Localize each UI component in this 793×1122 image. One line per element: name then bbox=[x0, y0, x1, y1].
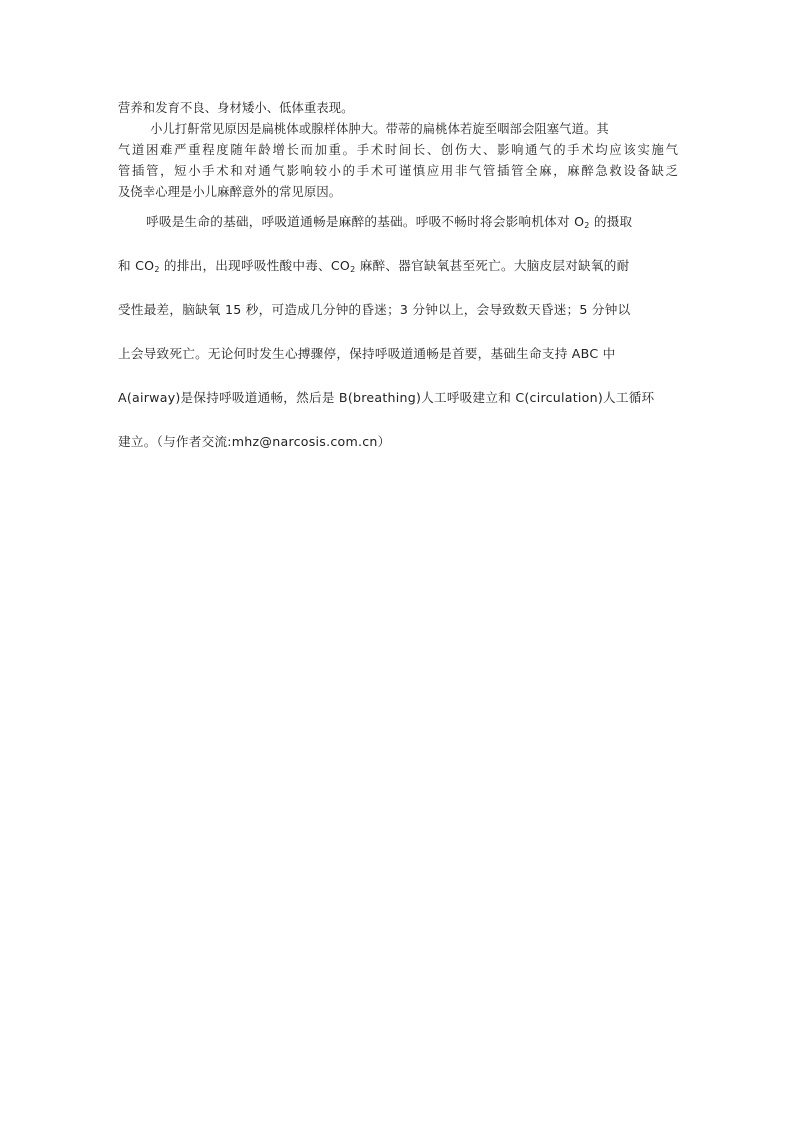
paragraph-2-line-2-tail: 麻醉、器官缺氧甚至死亡。大脑皮层对缺氧的耐 bbox=[355, 258, 630, 273]
paragraph-1-line-2: 小儿打鼾常见原因是扁桃体或腺样体肿大。带蒂的扁桃体若旋至咽部会阻塞气道。其 bbox=[118, 122, 609, 136]
paragraph-1-line-1: 营养和发育不良、身材矮小、低体重表现。 bbox=[118, 101, 354, 115]
paragraph-2-line-1-text: 呼吸是生命的基础，呼吸道通畅是麻醉的基础。呼吸不畅时将会影响机体对 O bbox=[146, 214, 585, 229]
paragraph-2-line-1-tail: 的摄取 bbox=[589, 214, 633, 229]
paragraph-1-line-4: 管插管，短小手术和对通气影响较小的手术可谨慎应用非气管插管全麻，麻醉急救设备缺乏 bbox=[118, 164, 678, 178]
subscript-2: 2 bbox=[350, 265, 356, 274]
paragraph-1-line-5: 及侥幸心理是小儿麻醉意外的常见原因。 bbox=[118, 185, 342, 199]
paragraph-2-line-6: 建立。（与作者交流:mhz@narcosis.com.cn） bbox=[118, 434, 391, 449]
paragraph-2-line-2 bbox=[118, 256, 678, 276]
subscript-2: 2 bbox=[154, 265, 160, 274]
paragraph-2-line-3: 受性最差，脑缺氧 15 秒，可造成几分钟的昏迷；3 分钟以上，会导致数天昏迷；5 分钟以 bbox=[118, 302, 631, 317]
paragraph-2-line-4: 上会导致死亡。无论何时发生心搏骤停，保持呼吸道通畅是首要，基础生命支持 ABC 中 bbox=[118, 346, 616, 361]
paragraph-2-line-1 bbox=[146, 212, 678, 232]
subscript-2: 2 bbox=[584, 221, 590, 230]
paragraph-2-line-2-text: 和 CO bbox=[118, 258, 155, 273]
paragraph-1-line-3: 气道困难严重程度随年龄增长而加重。手术时间长、创伤大、影响通气的手术均应该实施气 bbox=[118, 143, 678, 157]
paragraph-2-line-2-middle: 的排出，出现呼吸性酸中毒、CO bbox=[159, 258, 351, 273]
paragraph-2-line-5: A(airway)是保持呼吸道通畅，然后是 B(breathing)人工呼吸建立和 C(circulation)人工循环 bbox=[118, 390, 655, 405]
